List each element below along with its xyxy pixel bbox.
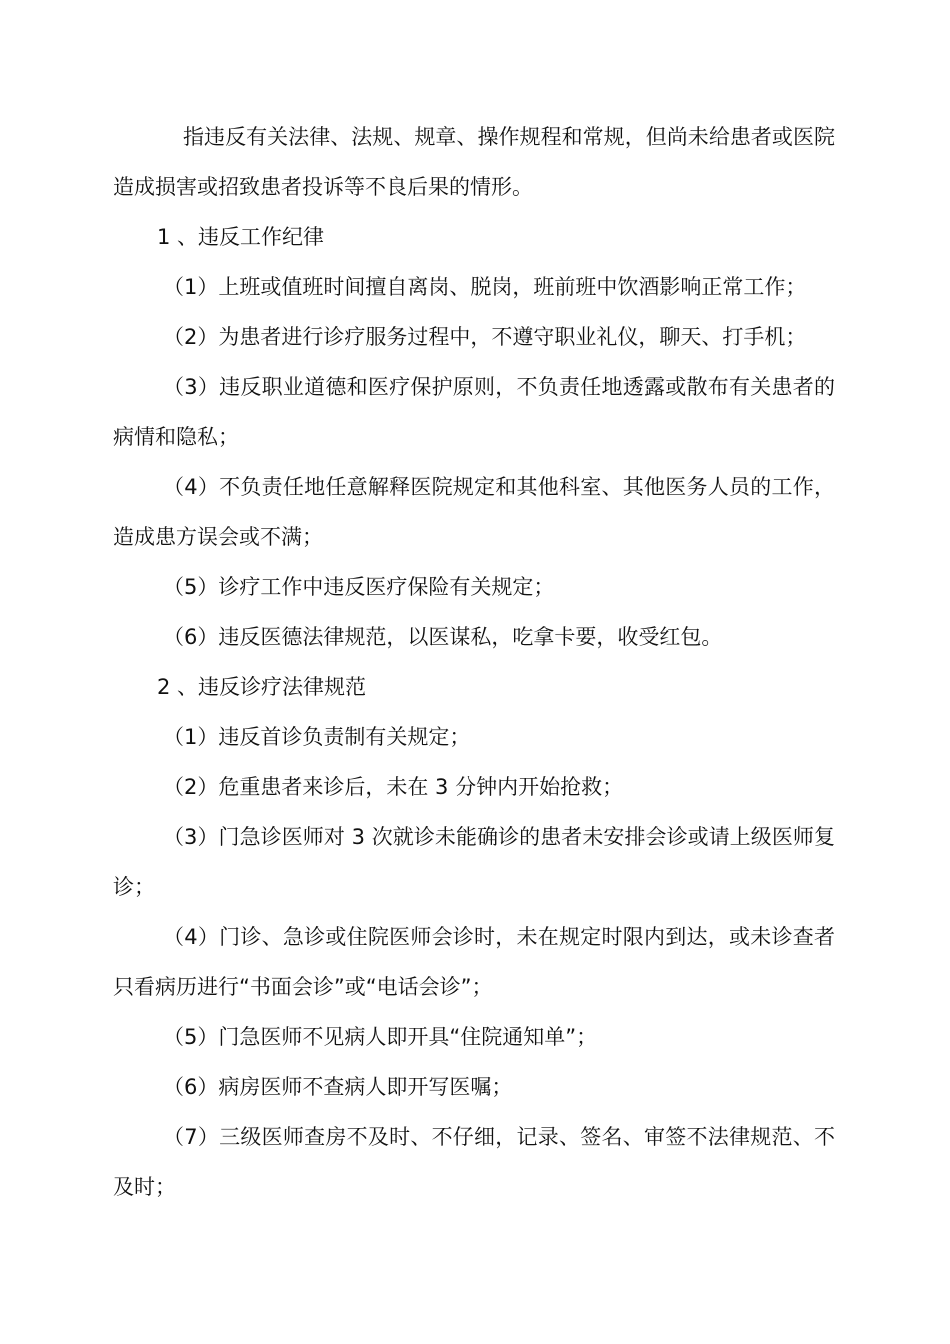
list-item: （6）病房医师不查病人即开写医嘱；	[163, 1075, 513, 1099]
section-heading-1: 1 、违反工作纪律	[157, 225, 325, 249]
list-item: （5）门急医师不见病人即开具“住院通知单”；	[163, 1025, 598, 1049]
section-heading-2: 2 、违反诊疗法律规范	[157, 675, 367, 699]
list-item: （1）违反首诊负责制有关规定；	[163, 725, 471, 749]
list-item: （6）违反医德法律规范，以医谋私，吃拿卡要，收受红包。	[163, 625, 723, 649]
list-item: （2）危重患者来诊后，未在 3 分钟内开始抢救；	[163, 775, 624, 799]
list-item: （1）上班或值班时间擅自离岗、脱岗，班前班中饮酒影响正常工作；	[163, 275, 807, 299]
list-item: （4）门诊、急诊或住院医师会诊时，未在规定时限内到达，或未诊查者只看病历进行“书面会诊”或“电话会诊”；	[113, 925, 835, 999]
list-item: （2）为患者进行诊疗服务过程中，不遵守职业礼仪，聊天、打手机；	[163, 325, 807, 349]
list-item: （4）不负责任地任意解释医院规定和其他科室、其他医务人员的工作，造成患方误会或不满；	[113, 475, 835, 549]
list-item: （7）三级医师查房不及时、不仔细，记录、签名、审签不法律规范、不及时；	[113, 1125, 835, 1199]
document-body	[113, 112, 835, 1212]
list-item: （5）诊疗工作中违反医疗保险有关规定；	[163, 575, 555, 599]
list-item: （3）违反职业道德和医疗保护原则，不负责任地透露或散布有关患者的病情和隐私；	[113, 375, 835, 449]
list-item: （3）门急诊医师对 3 次就诊未能确诊的患者未安排会诊或请上级医师复诊；	[113, 825, 835, 899]
intro-paragraph: 指违反有关法律、法规、规章、操作规程和常规，但尚未给患者或医院造成损害或招致患者投诉等不良后果的情形。	[113, 125, 835, 199]
